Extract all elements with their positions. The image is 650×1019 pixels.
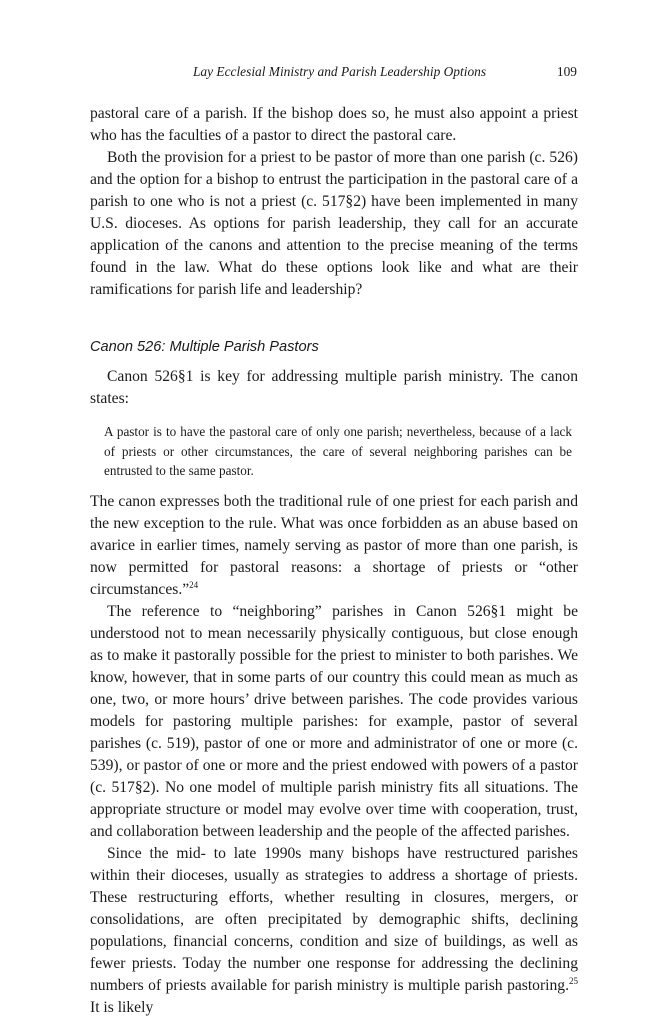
paragraph [90, 843, 578, 1019]
paragraph: The reference to “neighboring” parishes in Canon 526§1 might be understood not to mean necessarily physically contiguous, but close enough as to make it pastorally possible for the priest to minister to both parishes. We know, however, that in some parts of our country this could mean as much as one, two, or more hours’ drive between parishes. The code provides various models for pastoring multiple parishes: for example, pastor of several parishes (c. 519), pastor of one or more and administrator of one or more (c. 539), or pastor of one or more and the priest endowed with powers of a pastor (c. 517§2). No one model of multiple parish ministry fits all situations. The appropriate structure or model may evolve over time with cooperation, trust, and collaboration between leadership and the people of the affected parishes. [90, 602, 578, 840]
footnote-marker: 25 [569, 975, 578, 986]
running-head [92, 62, 577, 82]
footnote-marker: 24 [189, 579, 199, 590]
running-head-title: Lay Ecclesial Ministry and Parish Leadership Options [192, 64, 487, 79]
page-number: 109 [556, 64, 577, 79]
body-text [90, 103, 578, 1019]
paragraph-text: Since the mid- to late 1990s many bishops have restructured parishes within their dioceses, usually as strategies to address a shortage of priests. These restructuring efforts, whether resulting in closures, mergers, or consolidations, are often precipitated by demographic shifts, declining populations, financial concerns, condition and size of buildings, as well as fewer priests. Today the number one response for addressing the declining numbers of priests available for parish ministry is multiple parish pastoring. [90, 844, 578, 994]
block-quote: A pastor is to have the pastoral care of only one parish; nevertheless, because of a lack of priests or other circumstances, the care of several neighboring parishes can be entrusted to the same pastor. [104, 424, 572, 478]
paragraph: pastoral care of a parish. If the bishop does so, he must also appoint a priest who has the faculties of a pastor to direct the pastoral care. [90, 105, 578, 144]
paragraph: Canon 526§1 is key for addressing multiple parish ministry. The canon states: [90, 368, 578, 407]
paragraph-text: It is likely [90, 998, 154, 1016]
paragraph: Both the provision for a priest to be pastor of more than one parish (c. 526) and the option for a bishop to entrust the participation in the pastoral care of a parish to one who is not a priest (c. 517§2) have been implemented in many U.S. dioceses. As options for parish leadership, they call for an accurate application of the canons and attention to the precise meaning of the terms found in the law. What do these options look like and what are their ramifications for parish life and leadership? [90, 149, 578, 298]
paragraph-text: The canon expresses both the traditional rule of one priest for each parish and the new exception to the rule. What was once forbidden as an abuse based on avarice in earlier times, namely serving as pastor of more than one parish, is now permitted for pastoral reasons: a shortage of priests or “other circumstances.” [90, 492, 578, 598]
paragraph [90, 491, 578, 601]
section-heading: Canon 526: Multiple Parish Pastors [90, 339, 319, 355]
